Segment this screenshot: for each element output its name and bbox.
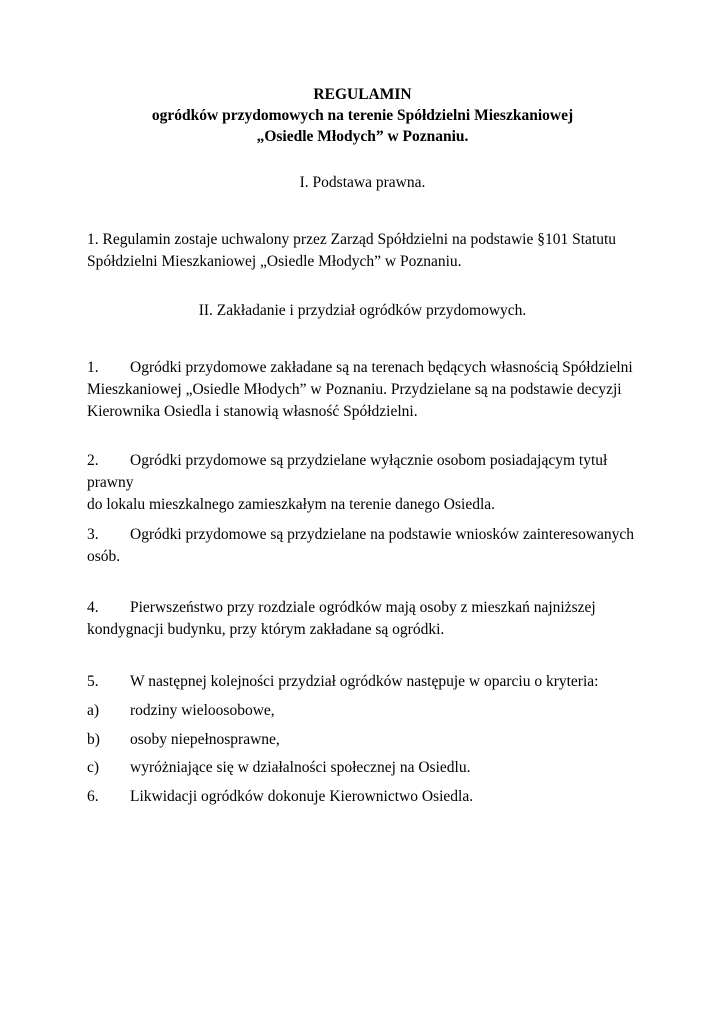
item-number: a): [87, 702, 100, 719]
list-item: [87, 450, 647, 516]
item-text: rodziny wieloosobowe,: [130, 702, 275, 719]
title-line-1: REGULAMIN: [313, 86, 412, 103]
item-number: 5.: [87, 673, 99, 690]
item-text: Ogródki przydomowe są przydzielane wyłącznie osobom posiadającym tytuł prawny: [87, 452, 608, 491]
item-text-continuation: do lokalu mieszkalnego zamieszkałym na terenie danego Osiedla.: [87, 496, 496, 513]
list-item: [87, 524, 647, 568]
section-1-heading: I. Podstawa prawna.: [299, 174, 426, 191]
list-item: [87, 671, 647, 693]
list-item: [87, 597, 647, 641]
item-number: 3.: [87, 526, 99, 543]
item-number: b): [87, 731, 100, 748]
item-number: 4.: [87, 599, 99, 616]
item-number: 6.: [87, 788, 99, 805]
document-title: [0, 84, 725, 147]
item-text: Ogródki przydomowe są przydzielane na podstawie wniosków zainteresowanych: [130, 526, 635, 543]
item-text: Pierwszeństwo przy rozdziale ogródków mają osoby z mieszkań najniższej: [130, 599, 596, 616]
item-text: Likwidacji ogródków dokonuje Kierownictwo Osiedla.: [130, 788, 474, 805]
item-number: 2.: [87, 452, 99, 469]
item-text-continuation: Mieszkaniowej „Osiedle Młodych” w Poznaniu. Przydzielane są na podstawie decyzji Kierownika Osiedla i stanowią własność Spółdzielni.: [87, 381, 622, 420]
item-number: c): [87, 759, 100, 776]
item-text-continuation: osób.: [87, 548, 121, 565]
list-item: [87, 729, 647, 751]
item-text-continuation: kondygnacji budynku, przy którym zakładane są ogródki.: [87, 621, 445, 638]
title-line-2: ogródków przydomowych na terenie Spółdzielni Mieszkaniowej: [151, 107, 574, 124]
title-line-3: „Osiedle Młodych” w Poznaniu.: [256, 128, 469, 145]
section-1-paragraph: 1. Regulamin zostaje uchwalony przez Zarząd Spółdzielni na podstawie §101 Statutu Spółdzielni Mieszkaniowej „Osiedle Młodych” w Poznaniu.: [87, 231, 617, 270]
list-item: [87, 757, 647, 779]
item-number: 1.: [87, 359, 99, 376]
item-text: Ogródki przydomowe zakładane są na terenach będących własnością Spółdzielni: [130, 359, 633, 376]
section-2-heading: II. Zakładanie i przydział ogródków przydomowych.: [198, 302, 527, 319]
list-item: [87, 786, 647, 808]
item-text: W następnej kolejności przydział ogródków następuje w oparciu o kryteria:: [130, 673, 599, 690]
item-text: osoby niepełnosprawne,: [130, 731, 280, 748]
item-text: wyróżniające się w działalności społecznej na Osiedlu.: [130, 759, 471, 776]
list-item: [87, 357, 647, 423]
list-item: [87, 700, 647, 722]
